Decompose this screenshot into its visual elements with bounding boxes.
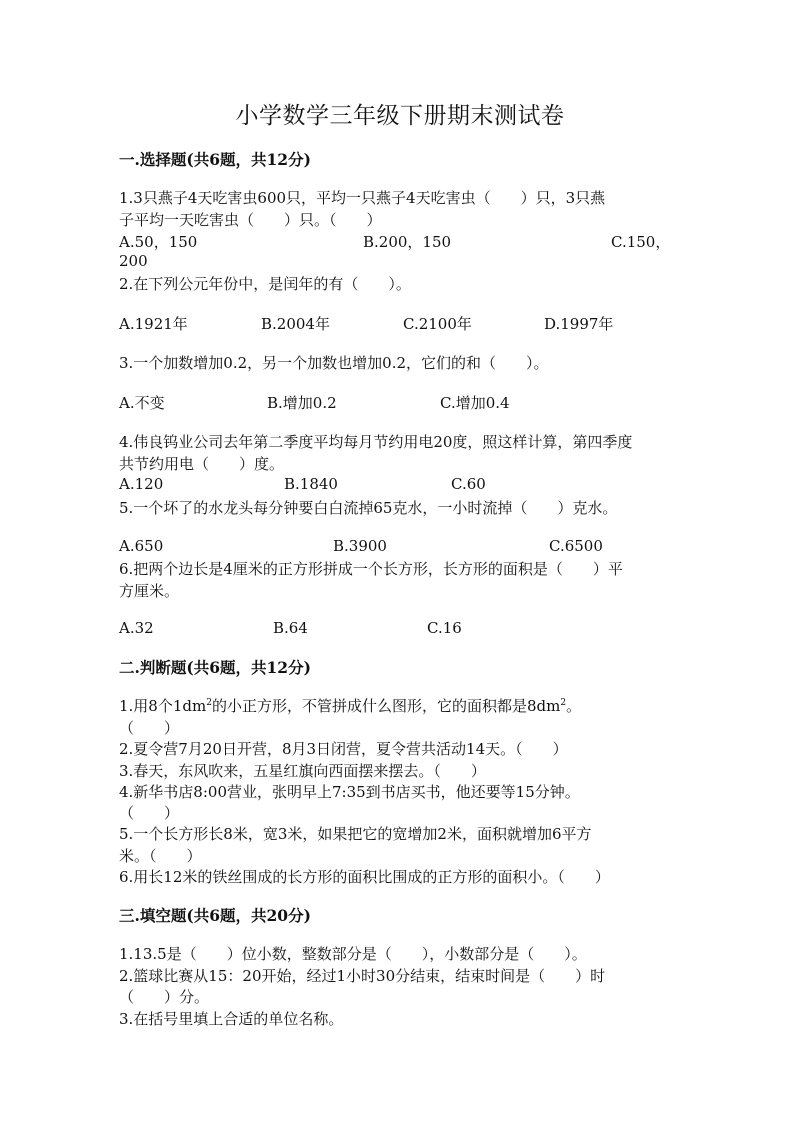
option-a: A.650 bbox=[119, 537, 164, 555]
question-text: 2.夏令营7月20日开营，8月3日闭营，夏令营共活动14天。（ ） bbox=[119, 740, 568, 758]
question-text: 4.新华书店8:00营业，张明早上7:35到书店买书，他还要等15分钟。 bbox=[119, 783, 580, 801]
page-title: 小学数学三年级下册期末测试卷 bbox=[235, 103, 565, 129]
section-heading-choice: 一.选择题(共6题，共12分) bbox=[119, 150, 311, 169]
question-text: 方厘米。 bbox=[119, 582, 180, 600]
option-d: D.1997年 bbox=[544, 315, 614, 333]
option-a: A.不变 bbox=[119, 394, 165, 412]
question-text: 1.13.5是（ ）位小数，整数部分是（ ），小数部分是（ ）。 bbox=[119, 945, 587, 963]
section-heading-judgement: 二.判断题(共6题，共12分) bbox=[119, 658, 311, 677]
answer-blank: （ ） bbox=[119, 719, 180, 737]
section-heading-fill-in: 三.填空题(共6题，共20分) bbox=[119, 906, 311, 925]
option-c-continued: 200 bbox=[119, 252, 148, 270]
question-text: 1.用8个$1dm^2$的小正方形，不管拼成什么图形，它的面积都是$8dm^2$。 bbox=[119, 697, 582, 715]
option-c: C.60 bbox=[451, 475, 486, 493]
question-text: 6.用长12米的铁丝围成的长方形的面积比围成的正方形的面积小。（ ） bbox=[119, 868, 610, 886]
option-a: A.1921年 bbox=[119, 315, 188, 333]
question-text: （ ）分。 bbox=[119, 988, 210, 1006]
question-text: 米。（ ） bbox=[119, 847, 202, 865]
option-c: C.6500 bbox=[549, 537, 603, 555]
option-b: B.3900 bbox=[333, 537, 387, 555]
question-text: 2.在下列公元年份中，是闰年的有（ ）。 bbox=[119, 275, 411, 293]
question-text: 1.3只燕子4天吃害虫600只，平均一只燕子4天吃害虫（ ）只，3只燕 bbox=[119, 189, 606, 207]
question-text: 共节约用电（ ）度。 bbox=[119, 455, 285, 473]
option-a: A.120 bbox=[119, 475, 164, 493]
option-c: C.增加0.4 bbox=[440, 394, 510, 412]
option-c: C.16 bbox=[427, 619, 462, 637]
option-c: C.150， bbox=[611, 233, 671, 251]
option-b: B.增加0.2 bbox=[267, 394, 337, 412]
question-text: 3.一个加数增加0.2，另一个加数也增加0.2，它们的和（ ）。 bbox=[119, 354, 549, 372]
answer-blank: （ ） bbox=[119, 804, 180, 822]
option-b: B.200，150 bbox=[363, 233, 452, 251]
question-text: 4.伟良钨业公司去年第二季度平均每月节约用电20度，照这样计算，第四季度 bbox=[119, 433, 633, 451]
option-a: A.50，150 bbox=[119, 233, 198, 251]
option-c: C.2100年 bbox=[403, 315, 472, 333]
question-text: 5.一个坏了的水龙头每分钟要白白流掉65克水，一小时流掉（ ）克水。 bbox=[119, 499, 618, 517]
question-text: 3.春天，东风吹来，五星红旗向西面摆来摆去。（ ） bbox=[119, 762, 486, 780]
question-text: 2.篮球比赛从15：20开始，经过1小时30分结束，结束时间是（ ）时 bbox=[119, 967, 606, 985]
question-text: 5.一个长方形长8米，宽3米，如果把它的宽增加2米，面积就增加6平方 bbox=[119, 825, 592, 843]
question-text: 3.在括号里填上合适的单位名称。 bbox=[119, 1010, 344, 1028]
question-text: 6.把两个边长是4厘米的正方形拼成一个长方形，长方形的面积是（ ）平 bbox=[119, 560, 623, 578]
option-a: A.32 bbox=[119, 619, 154, 637]
option-b: B.2004年 bbox=[261, 315, 330, 333]
option-b: B.1840 bbox=[284, 475, 338, 493]
option-b: B.64 bbox=[273, 619, 308, 637]
question-text: 子平均一天吃害虫（ ）只。（ ） bbox=[119, 211, 382, 229]
